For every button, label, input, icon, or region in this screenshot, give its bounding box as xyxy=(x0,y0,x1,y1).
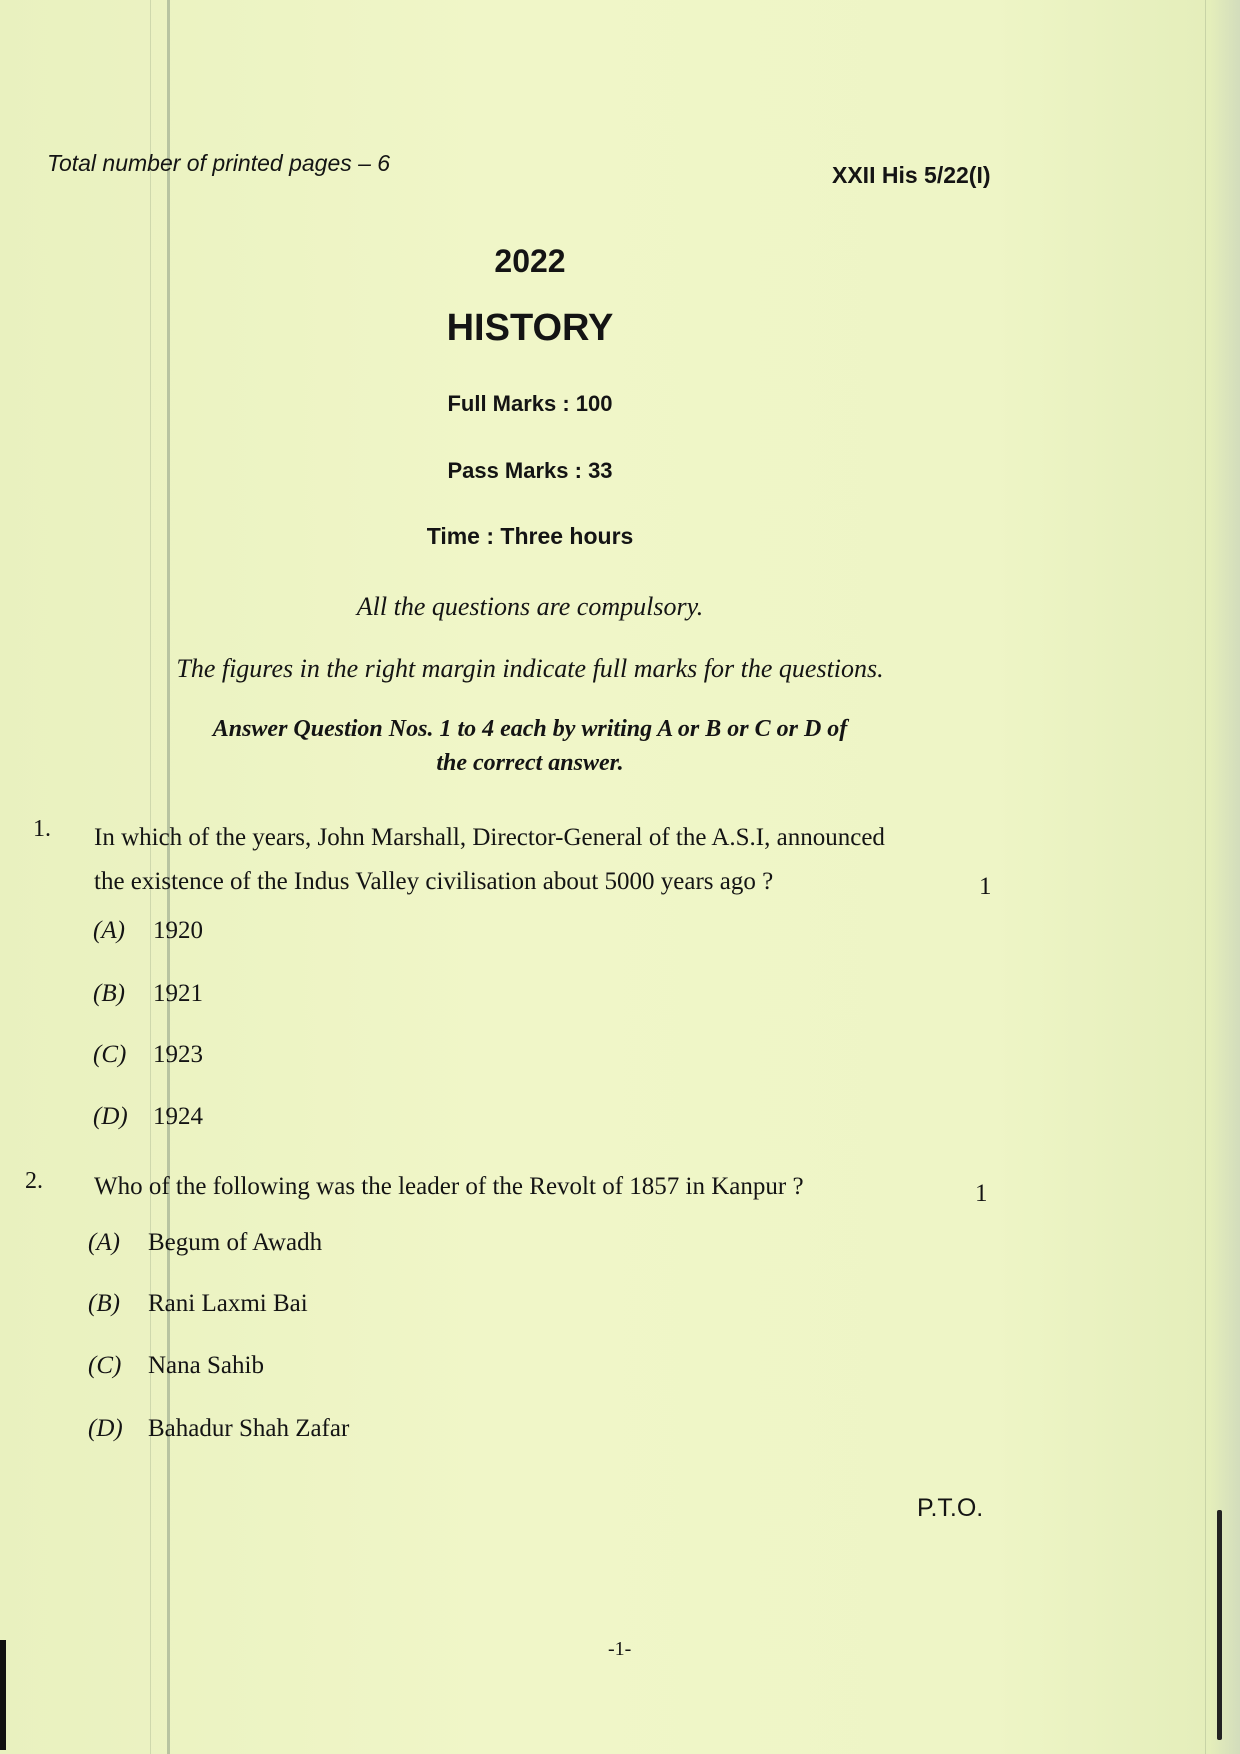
instruction-answer-line1: Answer Question Nos. 1 to 4 each by writing A or B or C or D of xyxy=(212,716,848,742)
option-text: 1923 xyxy=(153,1041,203,1068)
option-text: Begum of Awadh xyxy=(148,1229,323,1256)
binding-mark xyxy=(0,1640,6,1750)
option-text: 1924 xyxy=(153,1103,203,1130)
question-number: 1. xyxy=(33,816,51,842)
option-d xyxy=(93,1103,203,1131)
option-label: (D) xyxy=(93,1103,128,1130)
option-text: 1920 xyxy=(153,917,203,944)
exam-time: Time : Three hours xyxy=(426,523,634,549)
instruction-marks: The figures in the right margin indicate full marks for the questions. xyxy=(176,654,884,683)
subject-title: HISTORY xyxy=(446,307,614,349)
option-text: Rani Laxmi Bai xyxy=(148,1290,308,1317)
option-label: (D) xyxy=(88,1415,123,1442)
question-number: 2. xyxy=(25,1168,43,1194)
question-marks: 1 xyxy=(975,1180,988,1207)
option-label: (B) xyxy=(93,980,125,1007)
printed-pages-note: Total number of printed pages – 6 xyxy=(47,150,391,176)
binding-mark xyxy=(1217,1510,1222,1740)
scan-streak xyxy=(1205,0,1206,1754)
question-text-line1: In which of the years, John Marshall, Director-General of the A.S.I, announced xyxy=(94,824,885,851)
pass-marks: Pass Marks : 33 xyxy=(447,458,613,483)
option-label: (C) xyxy=(88,1352,122,1379)
option-d xyxy=(88,1415,349,1443)
question-text-line2: the existence of the Indus Valley civilisation about 5000 years ago ? xyxy=(94,868,774,895)
option-a xyxy=(88,1229,322,1257)
option-label: (C) xyxy=(93,1041,127,1068)
pto-note: P.T.O. xyxy=(917,1494,984,1522)
option-b xyxy=(88,1290,308,1318)
page-edge-shadow xyxy=(1210,0,1240,1754)
option-label: (B) xyxy=(88,1290,120,1317)
exam-year: 2022 xyxy=(494,243,566,279)
question-marks: 1 xyxy=(979,873,992,900)
question-text-line1: Who of the following was the leader of the Revolt of 1857 in Kanpur ? xyxy=(94,1173,804,1200)
option-label: (A) xyxy=(93,917,125,944)
option-text: 1921 xyxy=(153,980,203,1007)
page-number: -1- xyxy=(608,1638,632,1660)
option-a xyxy=(93,917,203,945)
option-c xyxy=(93,1041,203,1069)
paper-code: XXII His 5/22(I) xyxy=(832,162,991,188)
full-marks: Full Marks : 100 xyxy=(447,391,613,416)
instruction-compulsory: All the questions are compulsory. xyxy=(356,592,704,621)
option-c xyxy=(88,1352,264,1380)
instruction-answer-format xyxy=(0,712,1060,780)
option-text: Nana Sahib xyxy=(148,1352,264,1379)
option-text: Bahadur Shah Zafar xyxy=(148,1415,350,1442)
option-b xyxy=(93,980,203,1008)
instruction-answer-line2: the correct answer. xyxy=(436,750,624,776)
option-label: (A) xyxy=(88,1229,120,1256)
